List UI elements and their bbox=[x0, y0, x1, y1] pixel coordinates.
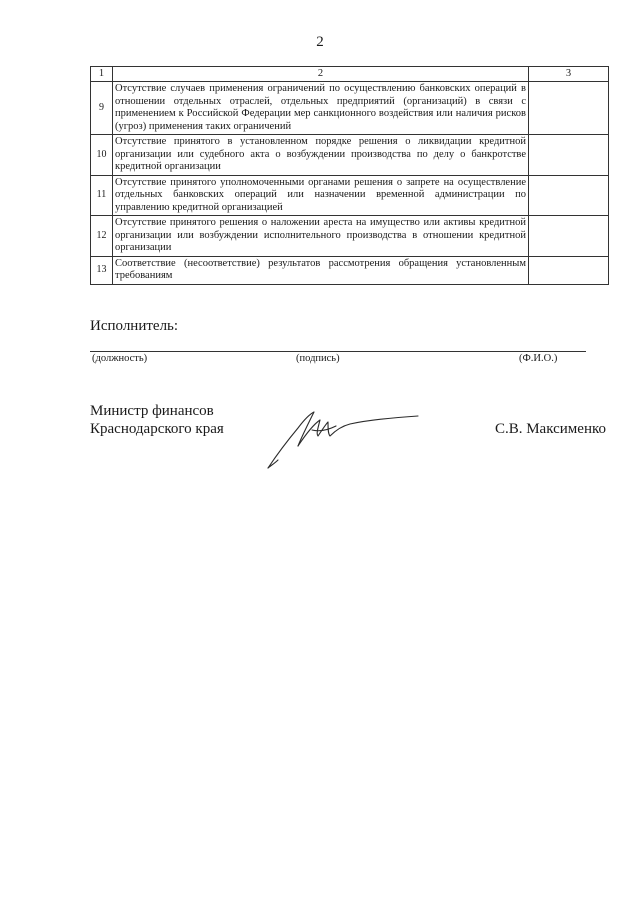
row-criterion: Отсутствие принятого в установленном порядке решения о ликвидации кредитной организации или судебного акта о возбуждении производства по делу о банкротстве кредитной организации bbox=[113, 135, 529, 176]
header-col-1: 1 bbox=[91, 67, 113, 82]
row-criterion: Соответствие (несоответствие) результатов рассмотрения обращения установленным требованиям bbox=[113, 256, 529, 284]
row-number: 11 bbox=[91, 175, 113, 216]
header-col-3: 3 bbox=[529, 67, 609, 82]
row-number: 12 bbox=[91, 216, 113, 257]
row-criterion: Отсутствие принятого решения о наложении ареста на имущество или активы кредитной организации или возбуждении исполнительного производства в отношении кредитной организации bbox=[113, 216, 529, 257]
official-title-line-1: Министр финансов bbox=[90, 403, 214, 419]
table-header-row bbox=[91, 67, 609, 82]
executor-label: Исполнитель: bbox=[90, 318, 179, 334]
official-title bbox=[90, 402, 224, 438]
row-value bbox=[529, 82, 609, 135]
header-col-2: 2 bbox=[113, 67, 529, 82]
position-caption: (должность) bbox=[92, 353, 148, 364]
page-number: 2 bbox=[316, 34, 324, 50]
table-row bbox=[91, 256, 609, 284]
row-value bbox=[529, 135, 609, 176]
table-row bbox=[91, 82, 609, 135]
executor-sign-line bbox=[90, 351, 586, 352]
table-row bbox=[91, 175, 609, 216]
signature-caption: (подпись) bbox=[296, 353, 340, 364]
official-title-line-2: Краснодарского края bbox=[90, 421, 224, 437]
table-row bbox=[91, 216, 609, 257]
row-value bbox=[529, 175, 609, 216]
official-name: С.В. Максименко bbox=[494, 421, 606, 437]
row-number: 9 bbox=[91, 82, 113, 135]
row-number: 10 bbox=[91, 135, 113, 176]
row-value bbox=[529, 216, 609, 257]
row-number: 13 bbox=[91, 256, 113, 284]
row-criterion: Отсутствие принятого уполномоченными органами решения о запрете на осуществление отдельных банковских операций или назначении временной администрации по управлению кредитной организацией bbox=[113, 175, 529, 216]
row-value bbox=[529, 256, 609, 284]
fio-caption: (Ф.И.О.) bbox=[519, 353, 558, 364]
criteria-table bbox=[90, 66, 609, 285]
handwritten-signature bbox=[258, 400, 428, 480]
row-criterion: Отсутствие случаев применения ограничений по осуществлению банковских операций в отношении отдельных отраслей, отдельных предприятий (организаций) в связи с применением к Российской Федерации мер санкционного воздействия или наличия рисков (угроз) применения таких ограничений bbox=[113, 82, 529, 135]
table-row bbox=[91, 135, 609, 176]
